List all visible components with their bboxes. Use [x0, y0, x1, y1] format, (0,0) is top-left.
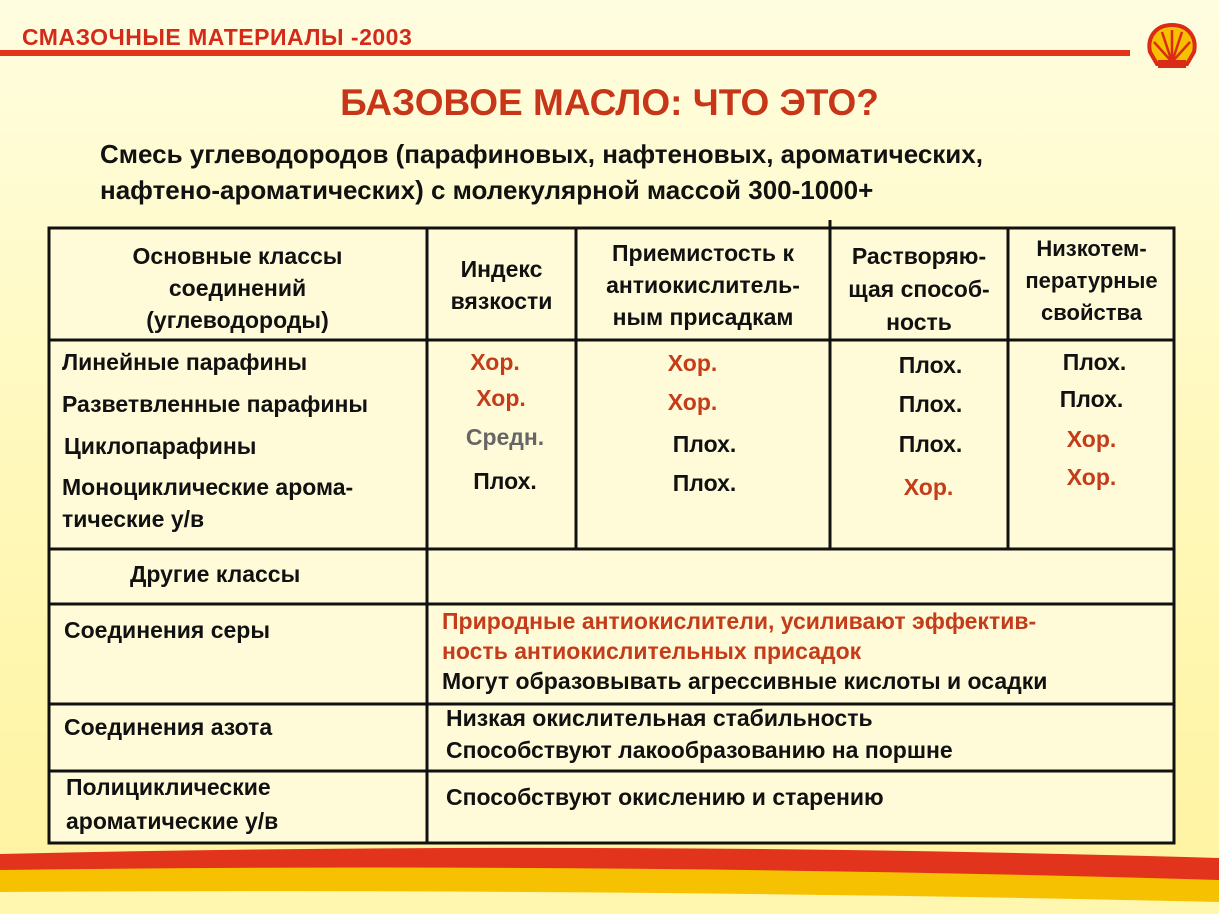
- header-antioxidant-line: ным присадкам: [612, 304, 794, 330]
- header-antioxidant-line: антиокислитель-: [606, 272, 800, 298]
- class-branched-paraffins: Разветвленные парафины: [62, 391, 368, 417]
- class-linear-paraffins: Линейные парафины: [62, 349, 308, 375]
- viscosity-linear: Хор.: [470, 349, 520, 375]
- header-solvency-line: щая способ-: [848, 276, 990, 302]
- page-title: БАЗОВОЕ МАСЛО: ЧТО ЭТО?: [340, 82, 879, 123]
- class-monocyclic-aromatics-cont: тические у/в: [62, 506, 205, 532]
- subtitle-line-2: нафтено-ароматических) с молекулярной массой 300-1000+: [100, 175, 874, 205]
- polycyclic-label-2: ароматические у/в: [66, 808, 279, 834]
- header-viscosity-line: вязкости: [450, 288, 553, 314]
- header-viscosity-index: [430, 253, 573, 317]
- antiox-cyclo: Плох.: [672, 431, 737, 457]
- viscosity-branched: Хор.: [476, 385, 526, 411]
- sulfur-compounds-label: Соединения серы: [64, 617, 270, 643]
- subtitle-line-1: Смесь углеводородов (парафиновых, нафтеновых, ароматических,: [100, 139, 983, 169]
- footer-wave: [0, 840, 1219, 914]
- solvency-linear: Плох.: [898, 352, 963, 378]
- nitrogen-description-1: Низкая окислительная стабильность: [446, 705, 873, 731]
- solvency-monocyclic: Хор.: [903, 474, 954, 500]
- lowtemp-cyclo: Хор.: [1066, 426, 1117, 452]
- header-low-temp-line: свойства: [1041, 300, 1142, 325]
- header-antioxidant: [579, 237, 827, 333]
- other-classes-label: Другие классы: [130, 561, 301, 587]
- class-monocyclic-aromatics: Моноциклические арома-: [62, 474, 354, 500]
- header-classes-line: соединений: [168, 275, 307, 301]
- lowtemp-linear: Плох.: [1062, 349, 1127, 375]
- viscosity-monocyclic: Плох.: [473, 468, 537, 494]
- header-classes-line: (углеводороды): [146, 307, 329, 333]
- nitrogen-compounds-label: Соединения азота: [64, 714, 273, 740]
- class-cycloparaffins: Циклопарафины: [64, 433, 257, 459]
- header-solvency-line: ность: [886, 309, 952, 335]
- polycyclic-label-1: Полициклические: [66, 774, 271, 800]
- polycyclic-description: Способствуют окислению и старению: [446, 784, 884, 810]
- header-classes-line: Основные классы: [132, 243, 343, 269]
- sulfur-description-red-1: Природные антиокислители, усиливают эффектив-: [442, 608, 1037, 634]
- antiox-monocyclic: Плох.: [672, 470, 737, 496]
- lowtemp-monocyclic: Хор.: [1066, 464, 1117, 490]
- solvency-cyclo: Плох.: [898, 431, 963, 457]
- sulfur-description-red-2: ность антиокислительных присадок: [442, 638, 862, 664]
- header-viscosity-line: Индекс: [460, 256, 543, 282]
- header-low-temp: [1011, 233, 1172, 329]
- header-low-temp-line: пературные: [1025, 268, 1158, 293]
- header-classes: [55, 240, 420, 336]
- header-antioxidant-line: Приемистость к: [612, 240, 794, 266]
- header-solvency: [833, 240, 1005, 339]
- header-title: СМАЗОЧНЫЕ МАТЕРИАЛЫ -2003: [22, 24, 413, 50]
- sulfur-description-3: Могут образовывать агрессивные кислоты и осадки: [442, 668, 1048, 694]
- nitrogen-description-2: Способствуют лакообразованию на поршне: [446, 737, 953, 763]
- antiox-branched: Хор.: [667, 389, 718, 415]
- header-solvency-line: Растворяю-: [851, 243, 987, 269]
- viscosity-cyclo: Средн.: [465, 424, 545, 450]
- antiox-linear: Хор.: [667, 350, 718, 376]
- solvency-branched: Плох.: [898, 391, 963, 417]
- header-low-temp-line: Низкотем-: [1036, 236, 1147, 261]
- lowtemp-branched: Плох.: [1059, 386, 1124, 412]
